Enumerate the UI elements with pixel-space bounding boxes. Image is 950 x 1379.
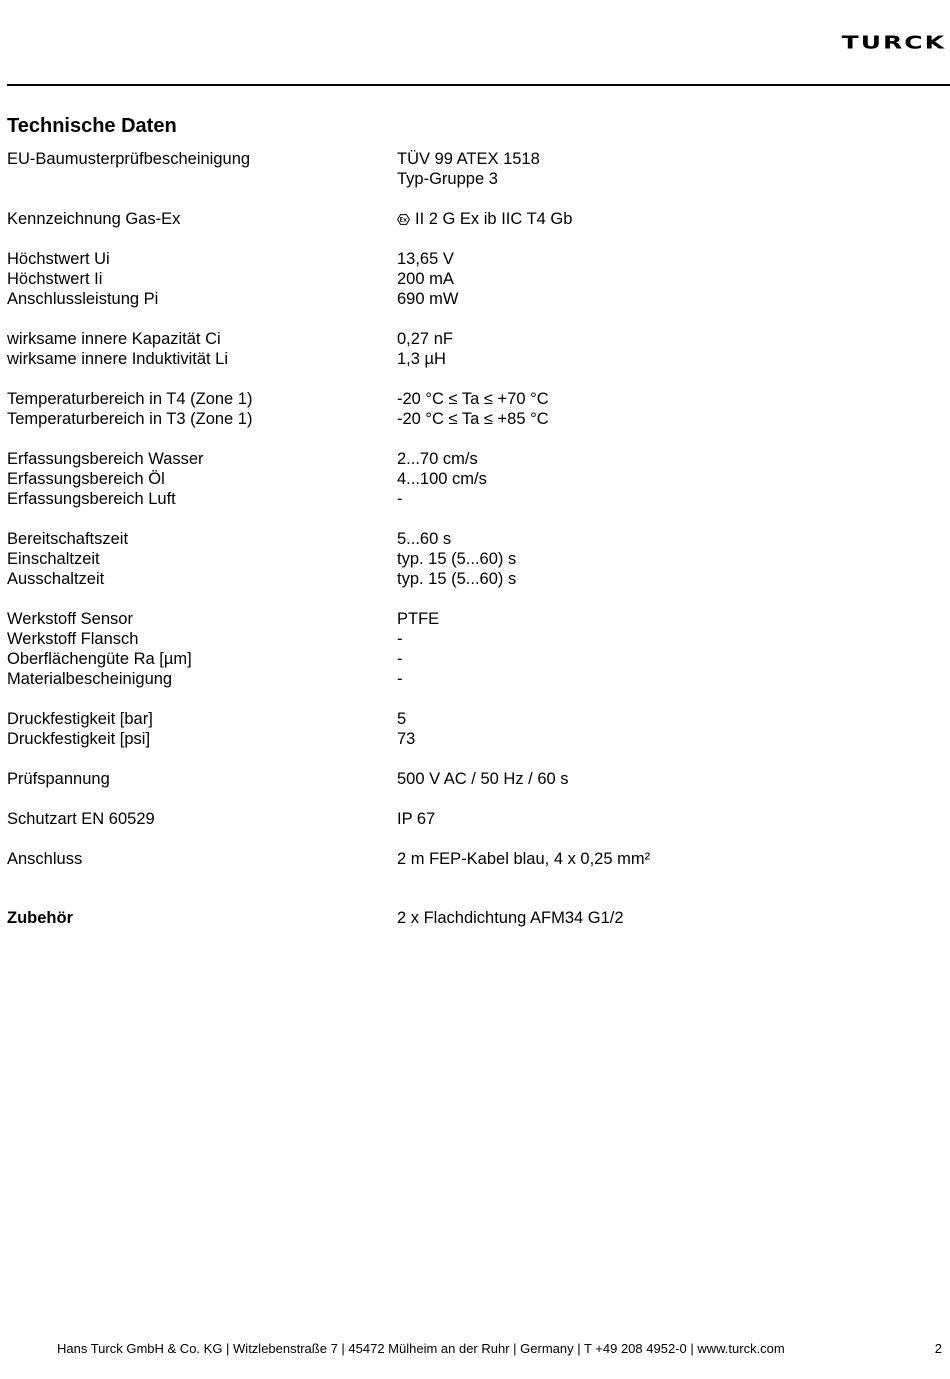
spec-value: 500 V AC / 50 Hz / 60 s (397, 770, 569, 788)
spec-row (7, 669, 937, 689)
spec-label: Prüfspannung (7, 770, 110, 788)
spec-group (7, 809, 937, 829)
spec-value: - (397, 670, 403, 688)
spec-label: Ausschaltzeit (7, 570, 105, 588)
spec-label: wirksame innere Kapazität Ci (7, 330, 221, 348)
spec-label: Druckfestigkeit [bar] (7, 710, 153, 728)
spec-row (7, 549, 937, 569)
spec-row (7, 169, 937, 189)
spec-label: Materialbescheinigung (7, 670, 173, 688)
spec-row (7, 769, 937, 789)
spec-row (7, 349, 937, 369)
spec-value: 5 (397, 710, 407, 728)
spec-group (7, 389, 937, 429)
spec-row (7, 649, 937, 669)
spec-value-text: II 2 G Ex ib IIC T4 Gb (415, 210, 573, 228)
spec-value: 13,65 V (397, 250, 454, 268)
spec-label: Temperaturbereich in T3 (Zone 1) (7, 410, 253, 428)
spec-label: Höchstwert Ii (7, 270, 103, 288)
spec-value: 1,3 µH (397, 350, 446, 368)
spec-value: typ. 15 (5...60) s (397, 570, 517, 588)
spec-value: 2 m FEP-Kabel blau, 4 x 0,25 mm² (397, 850, 651, 868)
spec-row (7, 849, 937, 869)
spec-label: Bereitschaftszeit (7, 530, 129, 548)
spec-value: Typ-Gruppe 3 (397, 170, 498, 188)
accessory-row (7, 908, 937, 928)
spec-label: Anschlussleistung Pi (7, 290, 159, 308)
spec-value: 4...100 cm/s (397, 470, 487, 488)
spec-value: 0,27 nF (397, 330, 453, 348)
spec-row (7, 809, 937, 829)
spec-value: PTFE (397, 610, 440, 628)
spec-group (7, 709, 937, 749)
spec-row (7, 569, 937, 589)
spec-value: 73 (397, 730, 416, 748)
accessory-value: 2 x Flachdichtung AFM34 G1/2 (397, 909, 624, 927)
spec-row (7, 269, 937, 289)
spec-row (7, 609, 937, 629)
spec-group (7, 769, 937, 789)
spec-table (7, 149, 937, 889)
spec-label: Werkstoff Flansch (7, 630, 139, 648)
spec-value: -20 °C ≤ Ta ≤ +85 °C (397, 410, 549, 428)
spec-label: Erfassungsbereich Wasser (7, 450, 204, 468)
spec-value (397, 209, 572, 229)
ex-marking-icon (397, 214, 410, 225)
section-title: Technische Daten (7, 115, 177, 137)
spec-value: 5...60 s (397, 530, 452, 548)
spec-label: Werkstoff Sensor (7, 610, 133, 628)
spec-label: wirksame innere Induktivität Li (7, 350, 229, 368)
spec-label: Erfassungsbereich Luft (7, 490, 176, 508)
spec-value: TÜV 99 ATEX 1518 (397, 150, 540, 168)
footer-address: Hans Turck GmbH & Co. KG | Witzlebenstraße 7 | 45472 Mülheim an der Ruhr | Germany | T +49 208 4952-0 | www.turck.com (57, 1341, 785, 1356)
spec-group (7, 249, 937, 309)
accessory-label: Zubehör (7, 909, 73, 927)
spec-row (7, 529, 937, 549)
spec-group (7, 329, 937, 369)
spec-group (7, 609, 937, 689)
spec-row (7, 629, 937, 649)
spec-label: Einschaltzeit (7, 550, 100, 568)
spec-value: typ. 15 (5...60) s (397, 550, 517, 568)
spec-label: Schutzart EN 60529 (7, 810, 155, 828)
brand-logo: TURCK (841, 32, 946, 53)
spec-row (7, 409, 937, 429)
spec-row (7, 329, 937, 349)
spec-value: 690 mW (397, 290, 459, 308)
page-number: 2 (934, 1341, 942, 1356)
spec-value: - (397, 630, 403, 648)
header-rule (7, 84, 950, 86)
spec-row (7, 249, 937, 269)
spec-value: 2...70 cm/s (397, 450, 478, 468)
spec-label: Druckfestigkeit [psi] (7, 730, 151, 748)
spec-row (7, 709, 937, 729)
spec-value: IP 67 (397, 810, 436, 828)
spec-label: Temperaturbereich in T4 (Zone 1) (7, 390, 253, 408)
spec-label (7, 169, 397, 189)
spec-row (7, 149, 937, 169)
spec-value: - (397, 490, 403, 508)
spec-row (7, 489, 937, 509)
spec-value: - (397, 650, 403, 668)
spec-row (7, 449, 937, 469)
spec-label: Kennzeichnung Gas-Ex (7, 210, 181, 228)
spec-label: Oberflächengüte Ra [µm] (7, 650, 192, 668)
spec-group (7, 449, 937, 509)
spec-group (7, 849, 937, 869)
spec-group (7, 529, 937, 589)
spec-row (7, 389, 937, 409)
spec-row (7, 289, 937, 309)
spec-label: Höchstwert Ui (7, 250, 110, 268)
spec-row (7, 469, 937, 489)
spec-label: Erfassungsbereich Öl (7, 470, 165, 488)
spec-row (7, 729, 937, 749)
spec-label: EU-Baumusterprüfbescheinigung (7, 150, 251, 168)
spec-group (7, 209, 937, 229)
spec-row (7, 209, 937, 229)
spec-value: 200 mA (397, 270, 454, 288)
spec-value: -20 °C ≤ Ta ≤ +70 °C (397, 390, 549, 408)
spec-group (7, 149, 937, 189)
spec-label: Anschluss (7, 850, 83, 868)
